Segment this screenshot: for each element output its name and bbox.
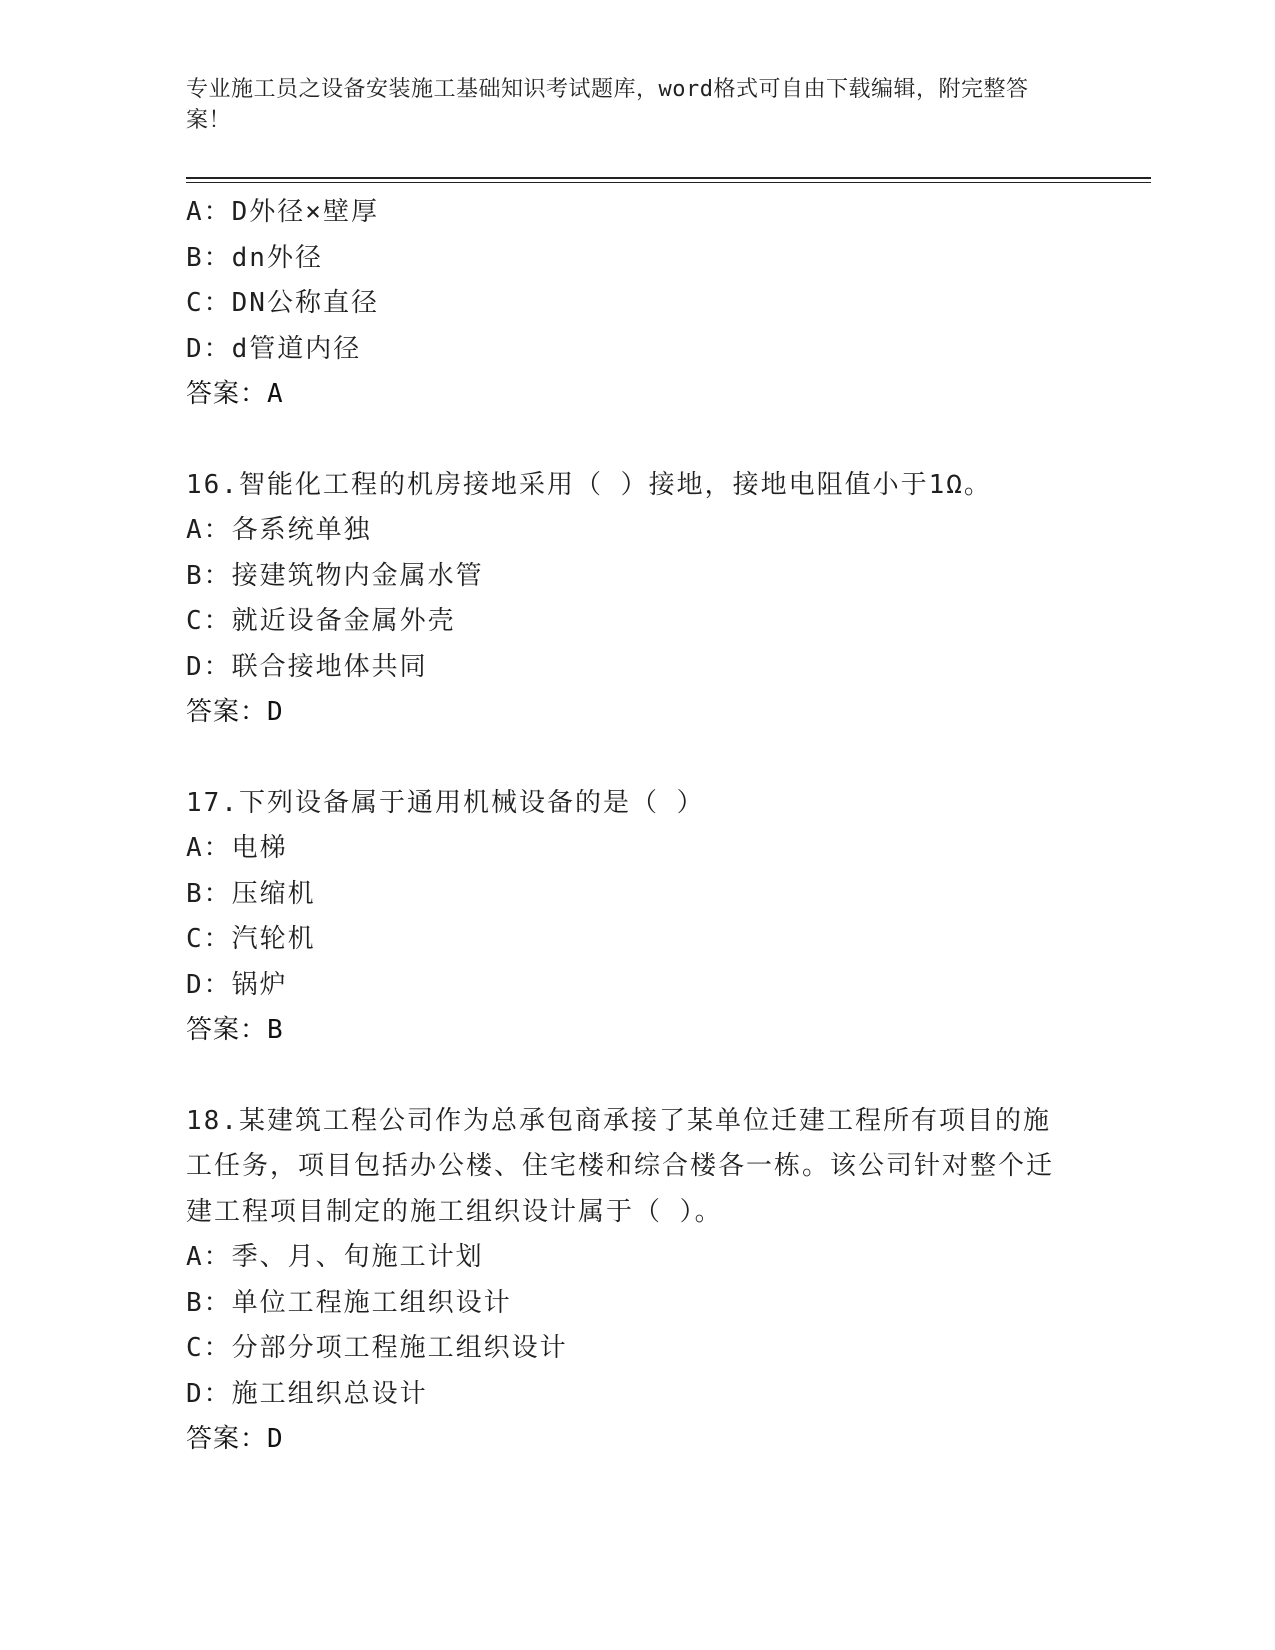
option-letter: C： — [186, 288, 232, 318]
option-letter: D： — [186, 969, 232, 1000]
question-block-16 — [186, 463, 1086, 736]
option-letter: B： — [186, 560, 232, 591]
answer-value: A — [267, 379, 284, 409]
answer-label: 答案： — [186, 1424, 268, 1454]
option-b — [186, 872, 1086, 918]
option-text: DN公称直径 — [231, 288, 379, 318]
option-letter: B： — [186, 242, 232, 273]
question-block-18 — [186, 1099, 1086, 1463]
option-letter: D： — [186, 1378, 232, 1409]
answer-label: 答案： — [186, 1015, 268, 1045]
block-spacer — [186, 736, 1086, 781]
option-c — [186, 599, 1086, 645]
option-text: 汽轮机 — [231, 924, 316, 954]
option-b — [186, 1281, 1086, 1327]
answer-line — [186, 1417, 1086, 1463]
option-a — [186, 508, 1086, 554]
block-spacer — [186, 418, 1086, 463]
option-letter: A： — [186, 833, 232, 863]
option-a — [186, 190, 1086, 236]
header-divider-thick — [186, 177, 1151, 179]
option-text: 季、月、旬施工计划 — [231, 1242, 484, 1272]
option-b — [186, 554, 1086, 600]
option-d — [186, 963, 1086, 1009]
question-block-15 — [186, 190, 1086, 418]
option-letter: C： — [186, 924, 232, 954]
answer-line — [186, 372, 1086, 418]
option-d — [186, 1372, 1086, 1418]
question-block-17 — [186, 781, 1086, 1054]
option-letter: A： — [186, 197, 232, 227]
option-letter: A： — [186, 1242, 232, 1272]
option-text: 电梯 — [231, 833, 288, 863]
question-stem: 18.某建筑工程公司作为总承包商承接了某单位迁建工程所有项目的施工任务，项目包括办公楼、住宅楼和综合楼各一栋。该公司针对整个迁建工程项目制定的施工组织设计属于（ ）。 — [186, 1105, 1055, 1227]
option-text: 联合接地体共同 — [231, 651, 428, 682]
option-text: 单位工程施工组织设计 — [231, 1287, 512, 1318]
option-d — [186, 645, 1086, 691]
option-text: 施工组织总设计 — [231, 1378, 428, 1409]
option-text: 锅炉 — [231, 969, 288, 1000]
option-text: 就近设备金属外壳 — [231, 606, 456, 636]
option-text: 接建筑物内金属水管 — [231, 560, 484, 591]
option-letter: B： — [186, 878, 232, 909]
block-spacer — [186, 1054, 1086, 1099]
option-a — [186, 826, 1086, 872]
answer-value: D — [267, 697, 284, 727]
option-letter: A： — [186, 515, 232, 545]
option-text: D外径×壁厚 — [231, 197, 379, 227]
option-letter: D： — [186, 333, 232, 364]
option-text: 各系统单独 — [231, 515, 372, 545]
option-letter: C： — [186, 606, 232, 636]
option-letter: D： — [186, 651, 232, 682]
document-header: 专业施工员之设备安装施工基础知识考试题库，word格式可自由下载编辑，附完整答案！ — [186, 77, 1029, 133]
answer-label: 答案： — [186, 697, 268, 727]
option-a — [186, 1235, 1086, 1281]
option-c — [186, 917, 1086, 963]
answer-value: D — [267, 1424, 284, 1454]
header-divider-thin — [186, 182, 1151, 183]
option-text: d管道内径 — [231, 333, 362, 364]
option-c — [186, 281, 1086, 327]
answer-label: 答案： — [186, 379, 268, 409]
option-text: 分部分项工程施工组织设计 — [231, 1333, 568, 1363]
option-text: 压缩机 — [231, 878, 316, 909]
option-b — [186, 236, 1086, 282]
answer-line — [186, 1008, 1086, 1054]
question-stem: 17.下列设备属于通用机械设备的是（ ） — [186, 787, 705, 818]
answer-line — [186, 690, 1086, 736]
option-text: dn外径 — [231, 242, 323, 273]
answer-value: B — [267, 1015, 284, 1045]
option-d — [186, 327, 1086, 373]
option-c — [186, 1326, 1086, 1372]
option-letter: C： — [186, 1333, 232, 1363]
question-stem: 16.智能化工程的机房接地采用（ ）接地，接地电阻值小于1Ω。 — [186, 469, 992, 500]
option-letter: B： — [186, 1287, 232, 1318]
question-list — [186, 190, 1086, 1463]
